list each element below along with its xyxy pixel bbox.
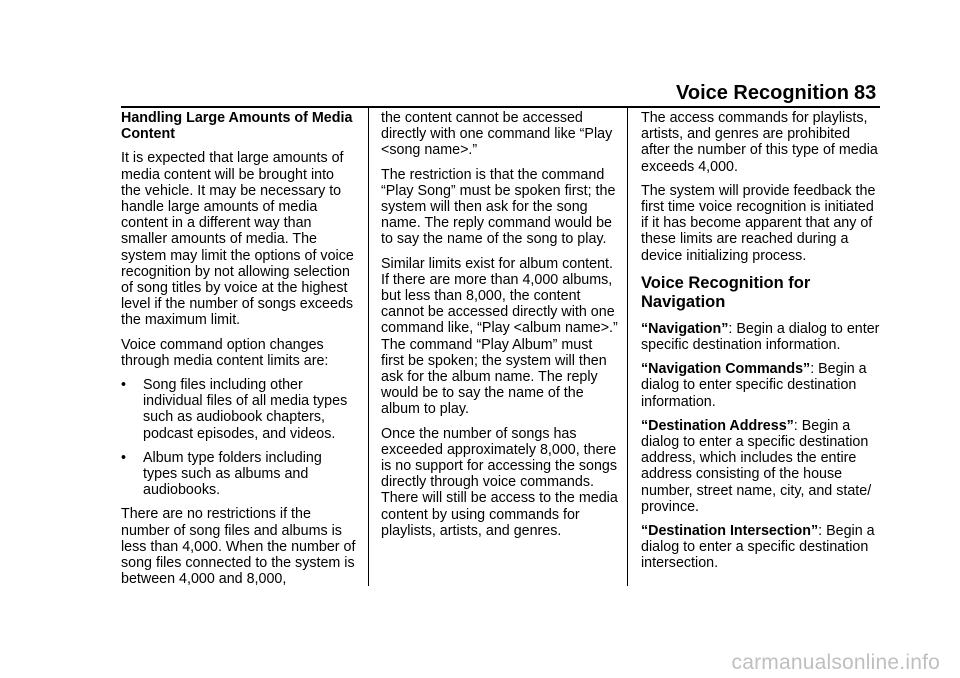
paragraph: There are no restrictions if the number of song files and albums is less than 4,000. When the number of song files connected to the system is between 4,000 and 8,000, [121, 506, 356, 588]
column-2 [381, 110, 619, 547]
voice-command-entry: “Navigation Commands”: Begin a dialog to enter specific destination information. [641, 361, 867, 410]
page-header [0, 82, 960, 106]
paragraph: It is expected that large amounts of media content will be brought into the vehicle. It may be necessary to handle large amounts of media content in a different way than smaller amounts of media. The system may limit the options of voice recognition by not allowing selection of song titles by voice at the highest level if the number of songs exceeds the maximum limit. [121, 150, 354, 329]
paragraph: the content cannot be accessed directly with one command like “Play <song name>.” [381, 110, 613, 159]
command-name: “Destination Address” [641, 417, 794, 434]
subsection-heading: Handling Large Amounts of Media Content [121, 110, 353, 143]
column-divider-2 [627, 108, 628, 586]
section-title: Voice Recognition [676, 82, 849, 104]
page-number: 83 [854, 82, 877, 104]
paragraph: Once the number of songs has exceeded approximately 8,000, there is no support for accessing the songs directly through voice commands. There will still be access to the media content by using commands for playlists, artists, and genres. [381, 425, 618, 539]
paragraph: The access commands for playlists, artists, and genres are prohibited after the number of this type of media exceeds 4,000. [641, 110, 878, 175]
voice-command-entry: “Navigation”: Begin a dialog to enter specific destination information. [641, 320, 880, 354]
voice-command-entry: “Destination Intersection”: Begin a dialog to enter a specific destination intersection. [641, 523, 875, 572]
command-name: “Destination Intersection” [641, 523, 819, 540]
paragraph: The restriction is that the command “Play Song” must be spoken first; the system will then ask for the song name. The reply command would be to say the name of the song to play. [381, 166, 616, 248]
paragraph: The system will provide feedback the first time voice recognition is initiated if it has become apparent that any of these limits are reached during a device initializing process. [641, 182, 876, 264]
voice-command-entry: “Destination Address”: Begin a dialog to enter a specific destination address, which includes the entire address consisting of the house number, street name, city, and state/ province. [641, 417, 872, 515]
list-item: • Album type folders including types such as albums and audiobooks. [121, 449, 322, 499]
bullet-icon: • [121, 377, 127, 394]
column-divider-1 [368, 108, 369, 586]
section-heading: Voice Recognition for Navigation [641, 273, 811, 312]
paragraph: Similar limits exist for album content. If there are more than 4,000 albums, but less than 8,000, the content cannot be accessed directly with one command like, “Play <album name>.” The command “Play Album” must first be spoken; the system will then ask for the album name. The reply would be to say the name of the album to play. [381, 255, 618, 418]
paragraph: Voice command option changes through media content limits are: [121, 336, 329, 369]
watermark: carmanualsonline.info [731, 651, 940, 674]
bullet-icon: • [121, 449, 127, 466]
column-1 [121, 110, 357, 595]
column-3 [641, 110, 881, 580]
bullet-list [121, 377, 357, 498]
list-item: • Song files including other individual files of all media types such as audiobook chapters, podcast episodes, and videos. [121, 377, 348, 442]
command-name: “Navigation Commands” [641, 361, 811, 378]
header-rule [121, 106, 880, 108]
command-name: “Navigation” [641, 320, 729, 337]
